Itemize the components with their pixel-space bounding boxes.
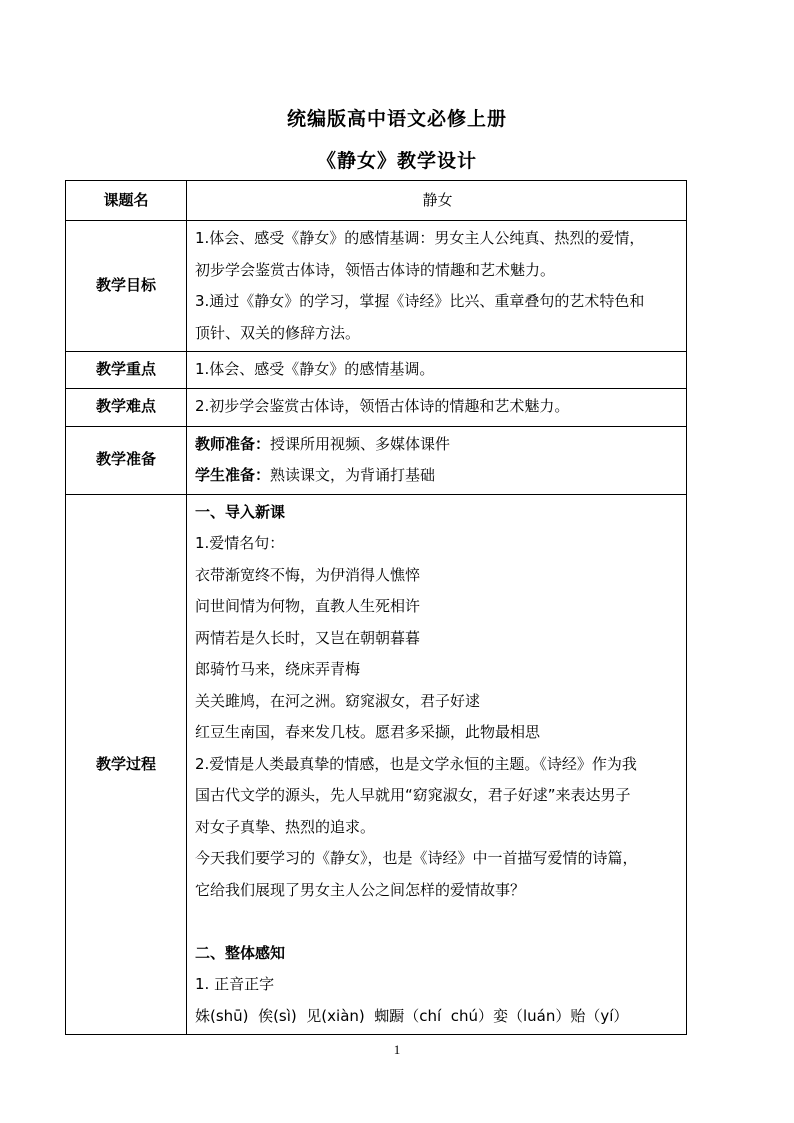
process-line: 红豆生南国，春来发几枝。愿君多采撷，此物最相思 xyxy=(195,723,541,741)
document-title: 统编版高中语文必修上册 xyxy=(286,108,507,130)
process-label: 教学过程 xyxy=(66,494,187,1035)
lesson-plan-table xyxy=(65,180,687,1035)
key-point-value: 1.体会、感受《静女》的感情基调。 xyxy=(187,352,687,389)
table-row-goals xyxy=(66,221,687,352)
process-line: 姝(shū) 俟(sì) 见(xiàn) 蜘蹰（chí chú）娈（luán）贻（yí） xyxy=(195,1006,629,1025)
table-row-key-point xyxy=(66,352,687,389)
difficulty-value: 2.初步学会鉴赏古体诗，领悟古体诗的情趣和艺术魅力。 xyxy=(187,388,687,426)
student-preparation-label: 学生准备： xyxy=(195,466,271,484)
goals-line: 1.体会、感受《静女》的感情基调：男女主人公纯真、热烈的爱情， xyxy=(195,229,645,247)
table-row-process xyxy=(66,494,687,1035)
process-line: 2.爱情是人类最真挚的情感，也是文学永恒的主题。《诗经》作为我 xyxy=(195,754,637,773)
difficulty-label: 教学难点 xyxy=(66,388,187,426)
goals-cell xyxy=(187,221,687,352)
goals-line: 顶针、双关的修辞方法。 xyxy=(195,323,361,342)
document-subtitle: 《静女》教学设计 xyxy=(316,150,477,172)
preparation-label: 教学准备 xyxy=(66,426,187,494)
process-line: 它给我们展现了男女主人公之间怎样的爱情故事？ xyxy=(195,880,526,899)
goals-line: 初步学会鉴赏古体诗，领悟古体诗的情趣和艺术魅力。 xyxy=(195,260,556,279)
blank-line xyxy=(195,906,680,938)
process-line: 关关雎鸠，在河之洲。窈窕淑女，君子好逑 xyxy=(195,691,481,710)
page-number: 1 xyxy=(393,1042,401,1057)
teacher-preparation-label: 教师准备： xyxy=(195,434,271,453)
table-row-difficulty xyxy=(66,388,687,426)
process-line: 国古代文学的源头，先人早就用“窈窕淑女，君子好逑”来表达男子 xyxy=(195,786,631,804)
key-point-label: 教学重点 xyxy=(66,352,187,389)
table-row-preparation xyxy=(66,426,687,494)
preparation-cell xyxy=(187,426,687,494)
teacher-preparation xyxy=(195,429,680,461)
student-preparation xyxy=(195,460,680,492)
topic-label: 课题名 xyxy=(66,181,187,221)
process-line: 衣带渐宽终不悔，为伊消得人憔悴 xyxy=(195,565,421,584)
process-line: 两情若是久长时，又岂在朝朝暮暮 xyxy=(195,628,421,647)
section-heading: 二、整体感知 xyxy=(195,943,286,962)
section-heading: 一、导入新课 xyxy=(195,502,286,521)
process-line: 问世间情为何物，直教人生死相许 xyxy=(195,597,421,615)
topic-value: 静女 xyxy=(187,181,687,221)
goals-label: 教学目标 xyxy=(66,221,187,352)
student-preparation-value: 熟读课文，为背诵打基础 xyxy=(270,466,436,484)
process-line: 对女子真挚、热烈的追求。 xyxy=(195,817,376,836)
process-line: 1.爱情名句： xyxy=(195,534,285,552)
goals-line: 3.通过《静女》的学习，掌握《诗经》比兴、重章叠句的艺术特色和 xyxy=(195,292,645,310)
process-line: 今天我们要学习的《静女》，也是《诗经》中一首描写爱情的诗篇， xyxy=(195,849,638,867)
process-line: 郎骑竹马来，绕床弄青梅 xyxy=(195,660,361,678)
teacher-preparation-value: 授课所用视频、多媒体课件 xyxy=(270,434,451,453)
process-line: 1. 正音正字 xyxy=(195,975,275,993)
process-cell xyxy=(187,494,687,1035)
table-row-topic xyxy=(66,181,687,221)
